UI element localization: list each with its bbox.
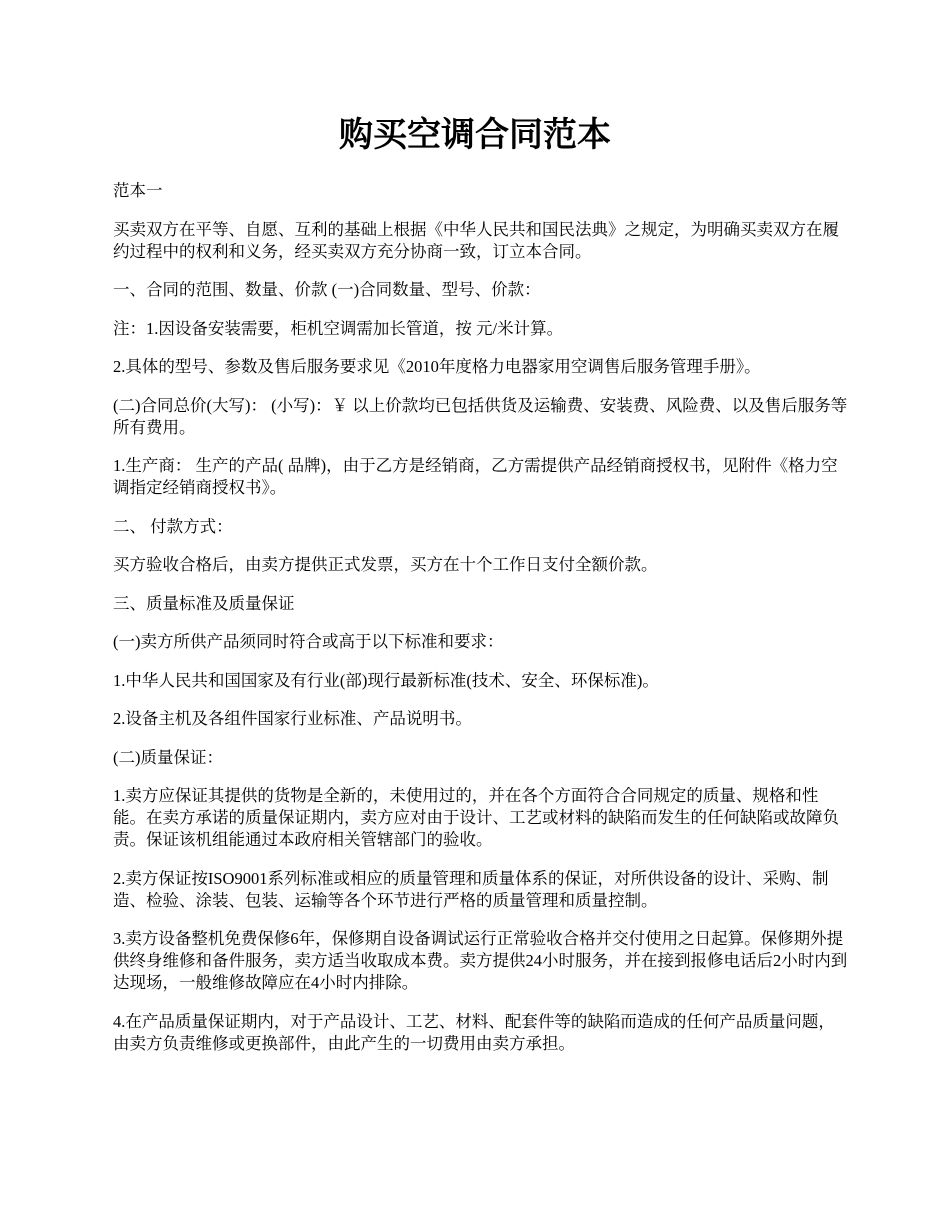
paragraph-total-price: (二)合同总价(大写)： (小写)：￥ 以上价款均已包括供货及运输费、安装费、风险费、以及售后服务等所有费用。 (113, 395, 848, 437)
paragraph-national-standard: 1.中华人民共和国国家及有行业(部)现行最新标准(技术、安全、环保标准)。 (113, 670, 659, 690)
document-body (113, 180, 848, 1071)
paragraph-guarantee-defects: 4.在产品质量保证期内，对于产品设计、工艺、材料、配套件等的缺陷而造成的任何产品质量问题，由卖方负责维修或更换部件，由此产生的一切费用由卖方承担。 (113, 1011, 835, 1053)
subheading-quality-standards: (一)卖方所供产品须同时符合或高于以下标准和要求： (113, 632, 504, 651)
paragraph-guarantee-iso: 2.卖方保证按ISO9001系列标准或相应的质量管理和质量体系的保证，对所供设备的设计、采购、制造、检验、涂装、包装、运输等各个环节进行严格的质量管理和质量控制。 (113, 868, 829, 910)
paragraph-model-spec: 2.具体的型号、参数及售后服务要求见《2010年度格力电器家用空调售后服务管理手册》。 (113, 357, 761, 376)
subheading-quality-guarantee: (二)质量保证： (113, 747, 223, 767)
paragraph-guarantee-new-goods: 1.卖方应保证其提供的货物是全新的，未使用过的，并在各个方面符合合同规定的质量、规格和性能。在卖方承诺的质量保证期内，卖方应对由于设计、工艺或材料的缺陷而发生的任何缺陷或故障负责。保证该机组能通过本政府相关管辖部门的验收。 (113, 786, 839, 849)
paragraph-industry-standard: 2.设备主机及各组件国家行业标准、产品说明书。 (113, 709, 472, 728)
paragraph-manufacturer: 1.生产商： 生产的产品( 品牌)，由于乙方是经销商，乙方需提供产品经销商授权书，见附件《格力空调指定经销商授权书》。 (113, 456, 838, 497)
heading-quality: 三、质量标准及质量保证 (113, 593, 295, 613)
heading-contract-scope: 一、合同的范围、数量、价款 (一)合同数量、型号、价款： (113, 280, 541, 299)
heading-payment: 二、 付款方式： (113, 516, 233, 536)
document-title: 购买空调合同范本 (339, 117, 611, 154)
paragraph-template-label: 范本一 (113, 181, 163, 200)
paragraph-note-pipe: 注：1.因设备安装需要，柜机空调需加长管道，按 元/米计算。 (113, 318, 564, 338)
paragraph-guarantee-warranty: 3.卖方设备整机免费保修6年，保修期自设备调试运行正常验收合格并交付使用之日起算。保修期外提供终身维修和备件服务，卖方适当收取成本费。卖方提供24小时服务，并在接到报修电话后2小时内到达现场，一般维修故障应在4小时内排除。 (113, 929, 848, 992)
paragraph-payment-terms: 买方验收合格后，由卖方提供正式发票，买方在十个工作日支付全额价款。 (113, 555, 658, 574)
paragraph-preamble: 买卖双方在平等、自愿、互利的基础上根据《中华人民共和国民法典》之规定，为明确买卖双方在履约过程中的权利和义务，经买卖双方充分协商一致，订立本合同。 (113, 219, 839, 261)
